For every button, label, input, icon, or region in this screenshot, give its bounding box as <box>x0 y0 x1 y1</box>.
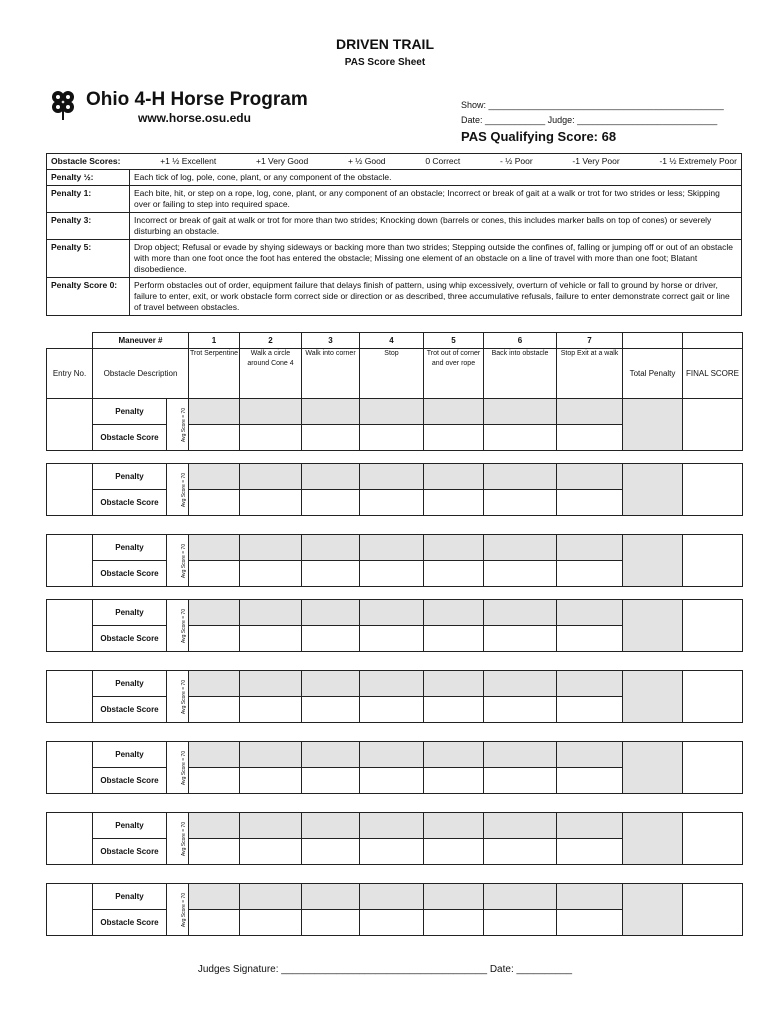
penalty-cell[interactable] <box>360 813 424 839</box>
obstacle-score-cell[interactable] <box>484 910 557 936</box>
penalty-cell[interactable] <box>484 600 557 626</box>
obstacle-score-cell[interactable] <box>189 425 240 451</box>
maneuver-number: 7 <box>557 333 623 349</box>
judges-signature-line: Judges Signature: _____________________________________ Date: __________ <box>197 964 573 975</box>
entry-block <box>46 741 743 794</box>
obstacle-score-cell[interactable] <box>302 697 360 723</box>
penalty-cell[interactable] <box>189 742 240 768</box>
obstacle-score-cell[interactable] <box>360 626 424 652</box>
penalty-text: Perform obstacles out of order, equipment failure that delays finish of pattern, using whip excessively, overturn of vehicle or fall to ground by horse or driver, failure to enter, exit, or work obstacle form correct side or direction or as described, three accumulative refusals, failure to enter demonstrate correct gait or line of travel between obstacles. <box>130 278 742 316</box>
obstacle-score-cell[interactable] <box>424 839 484 865</box>
score-item: +1 Very Good <box>255 156 309 166</box>
maneuver-description: Walk a circle around Cone 4 <box>240 349 302 399</box>
penalty-cell[interactable] <box>240 600 302 626</box>
obstacle-score-cell[interactable] <box>484 425 557 451</box>
penalty-cell[interactable] <box>240 399 302 425</box>
obstacle-score-cell[interactable] <box>484 839 557 865</box>
penalty-cell[interactable] <box>189 535 240 561</box>
entry-no-cell[interactable] <box>47 600 93 652</box>
obstacle-score-cell[interactable] <box>302 839 360 865</box>
penalty-cell[interactable] <box>424 535 484 561</box>
penalty-cell[interactable] <box>424 464 484 490</box>
obstacle-score-cell[interactable] <box>484 561 557 587</box>
obstacle-score-cell[interactable] <box>557 910 623 936</box>
total-penalty-cell[interactable] <box>623 671 683 723</box>
obstacle-score-cell[interactable] <box>360 839 424 865</box>
penalty-cell[interactable] <box>302 742 360 768</box>
avg-score-note: Avg Score = 70 <box>167 813 189 865</box>
penalty-row-label: Penalty <box>93 671 167 697</box>
penalty-cell[interactable] <box>484 399 557 425</box>
penalty-cell[interactable] <box>557 600 623 626</box>
obstacle-score-cell[interactable] <box>424 425 484 451</box>
maneuver-description: Trot Serpentine <box>189 349 240 399</box>
entry-no-cell[interactable] <box>47 884 93 936</box>
entry-no-cell[interactable] <box>47 742 93 794</box>
obstacle-score-row-label: Obstacle Score <box>93 561 167 587</box>
penalty-cell[interactable] <box>424 884 484 910</box>
penalty-row-label: Penalty <box>93 464 167 490</box>
penalty-cell[interactable] <box>360 464 424 490</box>
obstacle-score-row-label: Obstacle Score <box>93 768 167 794</box>
qualifying-score: PAS Qualifying Score: 68 <box>461 129 617 144</box>
maneuver-description: Stop Exit at a walk <box>557 349 623 399</box>
maneuver-description: Trot out of corner and over rope <box>424 349 484 399</box>
penalty-cell[interactable] <box>424 600 484 626</box>
obstacle-score-row-label: Obstacle Score <box>93 626 167 652</box>
obstacle-score-row-label: Obstacle Score <box>93 490 167 516</box>
maneuver-number: 4 <box>360 333 424 349</box>
entry-no-cell[interactable] <box>47 535 93 587</box>
program-name: Ohio 4-H Horse Program <box>86 89 308 110</box>
penalty-label: Penalty 5: <box>47 240 130 278</box>
total-penalty-cell[interactable] <box>623 535 683 587</box>
penalty-cell[interactable] <box>240 884 302 910</box>
penalty-cell[interactable] <box>189 600 240 626</box>
penalty-row-label: Penalty <box>93 399 167 425</box>
maneuver-number-label: Maneuver # <box>93 333 189 349</box>
maneuver-number: 2 <box>240 333 302 349</box>
penalty-text: Each tick of log, pole, cone, plant, or any component of the obstacle. <box>130 170 742 186</box>
avg-score-note: Avg Score = 70 <box>167 535 189 587</box>
penalty-cell[interactable] <box>302 535 360 561</box>
penalty-cell[interactable] <box>240 742 302 768</box>
obstacle-score-cell[interactable] <box>360 768 424 794</box>
total-penalty-cell[interactable] <box>623 600 683 652</box>
penalty-row-label: Penalty <box>93 813 167 839</box>
penalty-cell[interactable] <box>424 742 484 768</box>
obstacle-score-cell[interactable] <box>240 626 302 652</box>
show-line: Show: _______________________________________________ <box>461 100 724 110</box>
entry-block <box>46 534 743 587</box>
obstacle-score-cell[interactable] <box>424 626 484 652</box>
penalty-row-label: Penalty <box>93 742 167 768</box>
penalty-cell[interactable] <box>189 813 240 839</box>
entry-no-cell[interactable] <box>47 399 93 451</box>
final-score-cell[interactable] <box>683 535 743 587</box>
obstacle-score-cell[interactable] <box>240 839 302 865</box>
penalty-cell[interactable] <box>484 742 557 768</box>
penalty-cell[interactable] <box>484 464 557 490</box>
total-penalty-cell[interactable] <box>623 884 683 936</box>
penalty-cell[interactable] <box>302 671 360 697</box>
obstacle-score-cell[interactable] <box>189 768 240 794</box>
penalty-cell[interactable] <box>189 464 240 490</box>
entry-no-header: Entry No. <box>47 349 93 399</box>
penalty-label: Penalty Score 0: <box>47 278 130 316</box>
entry-block <box>46 883 743 936</box>
maneuver-description: Stop <box>360 349 424 399</box>
maneuver-number: 1 <box>189 333 240 349</box>
score-item: +1 ½ Excellent <box>160 156 217 166</box>
entry-block <box>46 398 743 451</box>
final-score-cell[interactable] <box>683 671 743 723</box>
clover-logo-icon <box>46 88 80 122</box>
obstacle-score-cell[interactable] <box>557 839 623 865</box>
obstacle-score-cell[interactable] <box>484 626 557 652</box>
obstacle-score-cell[interactable] <box>484 768 557 794</box>
penalty-cell[interactable] <box>484 671 557 697</box>
penalty-cell[interactable] <box>557 813 623 839</box>
penalty-cell[interactable] <box>189 884 240 910</box>
penalty-cell[interactable] <box>557 399 623 425</box>
penalty-cell[interactable] <box>484 884 557 910</box>
entry-block <box>46 599 743 652</box>
obstacle-score-cell[interactable] <box>360 697 424 723</box>
obstacle-score-cell[interactable] <box>557 697 623 723</box>
penalty-cell[interactable] <box>189 671 240 697</box>
penalty-text: Each bite, hit, or step on a rope, log, cone, plant, or any component of an obstacle; Incorrect or break of gait at a walk or trot for two strides or less; Skipping over or failing to step into required space. <box>130 186 742 213</box>
obstacle-scores-row <box>47 154 742 170</box>
penalty-cell[interactable] <box>557 464 623 490</box>
penalty-cell[interactable] <box>360 399 424 425</box>
obstacle-score-cell[interactable] <box>557 768 623 794</box>
penalty-cell[interactable] <box>302 884 360 910</box>
avg-score-note: Avg Score = 70 <box>167 671 189 723</box>
final-score-cell[interactable] <box>683 464 743 516</box>
final-score-cell[interactable] <box>683 742 743 794</box>
obstacle-score-cell[interactable] <box>484 490 557 516</box>
obstacle-score-cell[interactable] <box>240 697 302 723</box>
entry-no-cell[interactable] <box>47 813 93 865</box>
final-score-cell[interactable] <box>683 399 743 451</box>
obstacle-score-cell[interactable] <box>360 425 424 451</box>
obstacle-score-cell[interactable] <box>484 697 557 723</box>
final-score-cell[interactable] <box>683 813 743 865</box>
obstacle-score-cell[interactable] <box>360 561 424 587</box>
obstacle-score-cell[interactable] <box>302 425 360 451</box>
obstacle-score-row-label: Obstacle Score <box>93 910 167 936</box>
penalty-cell[interactable] <box>302 399 360 425</box>
obstacle-score-cell[interactable] <box>302 626 360 652</box>
avg-score-note: Avg Score = 70 <box>167 884 189 936</box>
obstacle-score-cell[interactable] <box>189 561 240 587</box>
penalty-cell[interactable] <box>484 535 557 561</box>
obstacle-score-cell[interactable] <box>189 626 240 652</box>
score-item: - ½ Poor <box>500 156 533 166</box>
obstacle-score-cell[interactable] <box>302 910 360 936</box>
obstacle-score-cell[interactable] <box>189 697 240 723</box>
maneuver-number: 6 <box>484 333 557 349</box>
penalty-label: Penalty ½: <box>47 170 130 186</box>
obstacle-description-header: Obstacle Description <box>93 349 189 399</box>
penalty-cell[interactable] <box>302 464 360 490</box>
total-penalty-cell[interactable] <box>623 742 683 794</box>
obstacle-score-row-label: Obstacle Score <box>93 839 167 865</box>
penalty-label: Penalty 1: <box>47 186 130 213</box>
penalty-cell[interactable] <box>240 464 302 490</box>
obstacle-score-cell[interactable] <box>424 910 484 936</box>
obstacle-score-cell[interactable] <box>424 561 484 587</box>
penalty-cell[interactable] <box>360 600 424 626</box>
entry-block <box>46 463 743 516</box>
avg-score-note: Avg Score = 70 <box>167 399 189 451</box>
total-penalty-cell[interactable] <box>623 464 683 516</box>
penalty-cell[interactable] <box>424 813 484 839</box>
penalty-table <box>46 153 742 316</box>
obstacle-score-cell[interactable] <box>557 425 623 451</box>
avg-score-note: Avg Score = 70 <box>167 600 189 652</box>
final-score-header: FINAL SCORE <box>683 349 743 399</box>
penalty-cell[interactable] <box>360 742 424 768</box>
obstacle-score-cell[interactable] <box>360 490 424 516</box>
penalty-cell[interactable] <box>240 671 302 697</box>
obstacle-score-cell[interactable] <box>424 490 484 516</box>
obstacle-score-cell[interactable] <box>189 839 240 865</box>
penalty-cell[interactable] <box>360 671 424 697</box>
page-subtitle: PAS Score Sheet <box>344 57 426 68</box>
obstacle-score-cell[interactable] <box>240 910 302 936</box>
penalty-label: Penalty 3: <box>47 213 130 240</box>
total-penalty-header: Total Penalty <box>623 349 683 399</box>
penalty-cell[interactable] <box>189 399 240 425</box>
avg-score-note: Avg Score = 70 <box>167 464 189 516</box>
penalty-cell[interactable] <box>557 671 623 697</box>
obstacle-score-cell[interactable] <box>302 561 360 587</box>
penalty-cell[interactable] <box>424 671 484 697</box>
penalty-text: Incorrect or break of gait at walk or trot for more than two strides; Knocking down (barrels or cones, this includes marker balls on top of cones) or severely disturbing an obstacle. <box>130 213 742 240</box>
avg-score-note: Avg Score = 70 <box>167 742 189 794</box>
obstacle-score-cell[interactable] <box>557 490 623 516</box>
entry-no-cell[interactable] <box>47 464 93 516</box>
obstacle-score-cell[interactable] <box>424 768 484 794</box>
score-item: -1 ½ Extremely Poor <box>659 156 737 166</box>
obstacle-score-cell[interactable] <box>302 768 360 794</box>
penalty-cell[interactable] <box>240 535 302 561</box>
maneuver-description: Back into obstacle <box>484 349 557 399</box>
obstacle-score-cell[interactable] <box>240 425 302 451</box>
score-item: -1 Very Poor <box>572 156 620 166</box>
obstacle-score-row-label: Obstacle Score <box>93 425 167 451</box>
maneuver-description: Walk into corner <box>302 349 360 399</box>
obstacle-score-cell[interactable] <box>240 490 302 516</box>
entry-block <box>46 670 743 723</box>
date-judge-line: Date: ____________ Judge: ____________________________ <box>461 115 718 125</box>
penalty-cell[interactable] <box>424 399 484 425</box>
obstacle-score-cell[interactable] <box>360 910 424 936</box>
penalty-text: Drop object; Refusal or evade by shying sideways or backing more than two strides; Stepping outside the confines of, falling or jumping off or out of an obstacle with more than one foot once the foot has entered the obstacle; Missing one element of an obstacle on a line of travel with more than one foot; Blatant disobedience. <box>130 240 742 278</box>
penalty-cell[interactable] <box>302 813 360 839</box>
penalty-row-label: Penalty <box>93 884 167 910</box>
obstacle-scores-label: Obstacle Scores: <box>51 156 121 166</box>
penalty-cell[interactable] <box>240 813 302 839</box>
total-penalty-cell[interactable] <box>623 813 683 865</box>
score-item: + ½ Good <box>347 156 386 166</box>
obstacle-score-cell[interactable] <box>189 490 240 516</box>
obstacle-score-cell[interactable] <box>240 561 302 587</box>
obstacle-score-cell[interactable] <box>302 490 360 516</box>
penalty-cell[interactable] <box>484 813 557 839</box>
obstacle-score-cell[interactable] <box>557 626 623 652</box>
obstacle-score-cell[interactable] <box>240 768 302 794</box>
penalty-row-label: Penalty <box>93 535 167 561</box>
penalty-cell[interactable] <box>360 884 424 910</box>
website: www.horse.osu.edu <box>138 111 251 125</box>
final-score-cell[interactable] <box>683 600 743 652</box>
maneuver-header-table <box>46 332 743 399</box>
obstacle-score-cell[interactable] <box>189 910 240 936</box>
entry-no-cell[interactable] <box>47 671 93 723</box>
entry-block <box>46 812 743 865</box>
page-title: DRIVEN TRAIL <box>336 36 434 52</box>
final-score-cell[interactable] <box>683 884 743 936</box>
maneuver-number: 3 <box>302 333 360 349</box>
penalty-cell[interactable] <box>557 884 623 910</box>
total-penalty-cell[interactable] <box>623 399 683 451</box>
penalty-cell[interactable] <box>557 535 623 561</box>
penalty-cell[interactable] <box>302 600 360 626</box>
penalty-row-label: Penalty <box>93 600 167 626</box>
maneuver-number: 5 <box>424 333 484 349</box>
score-item: 0 Correct <box>425 156 461 166</box>
obstacle-score-row-label: Obstacle Score <box>93 697 167 723</box>
obstacle-score-cell[interactable] <box>424 697 484 723</box>
penalty-cell[interactable] <box>360 535 424 561</box>
penalty-cell[interactable] <box>557 742 623 768</box>
obstacle-score-cell[interactable] <box>557 561 623 587</box>
